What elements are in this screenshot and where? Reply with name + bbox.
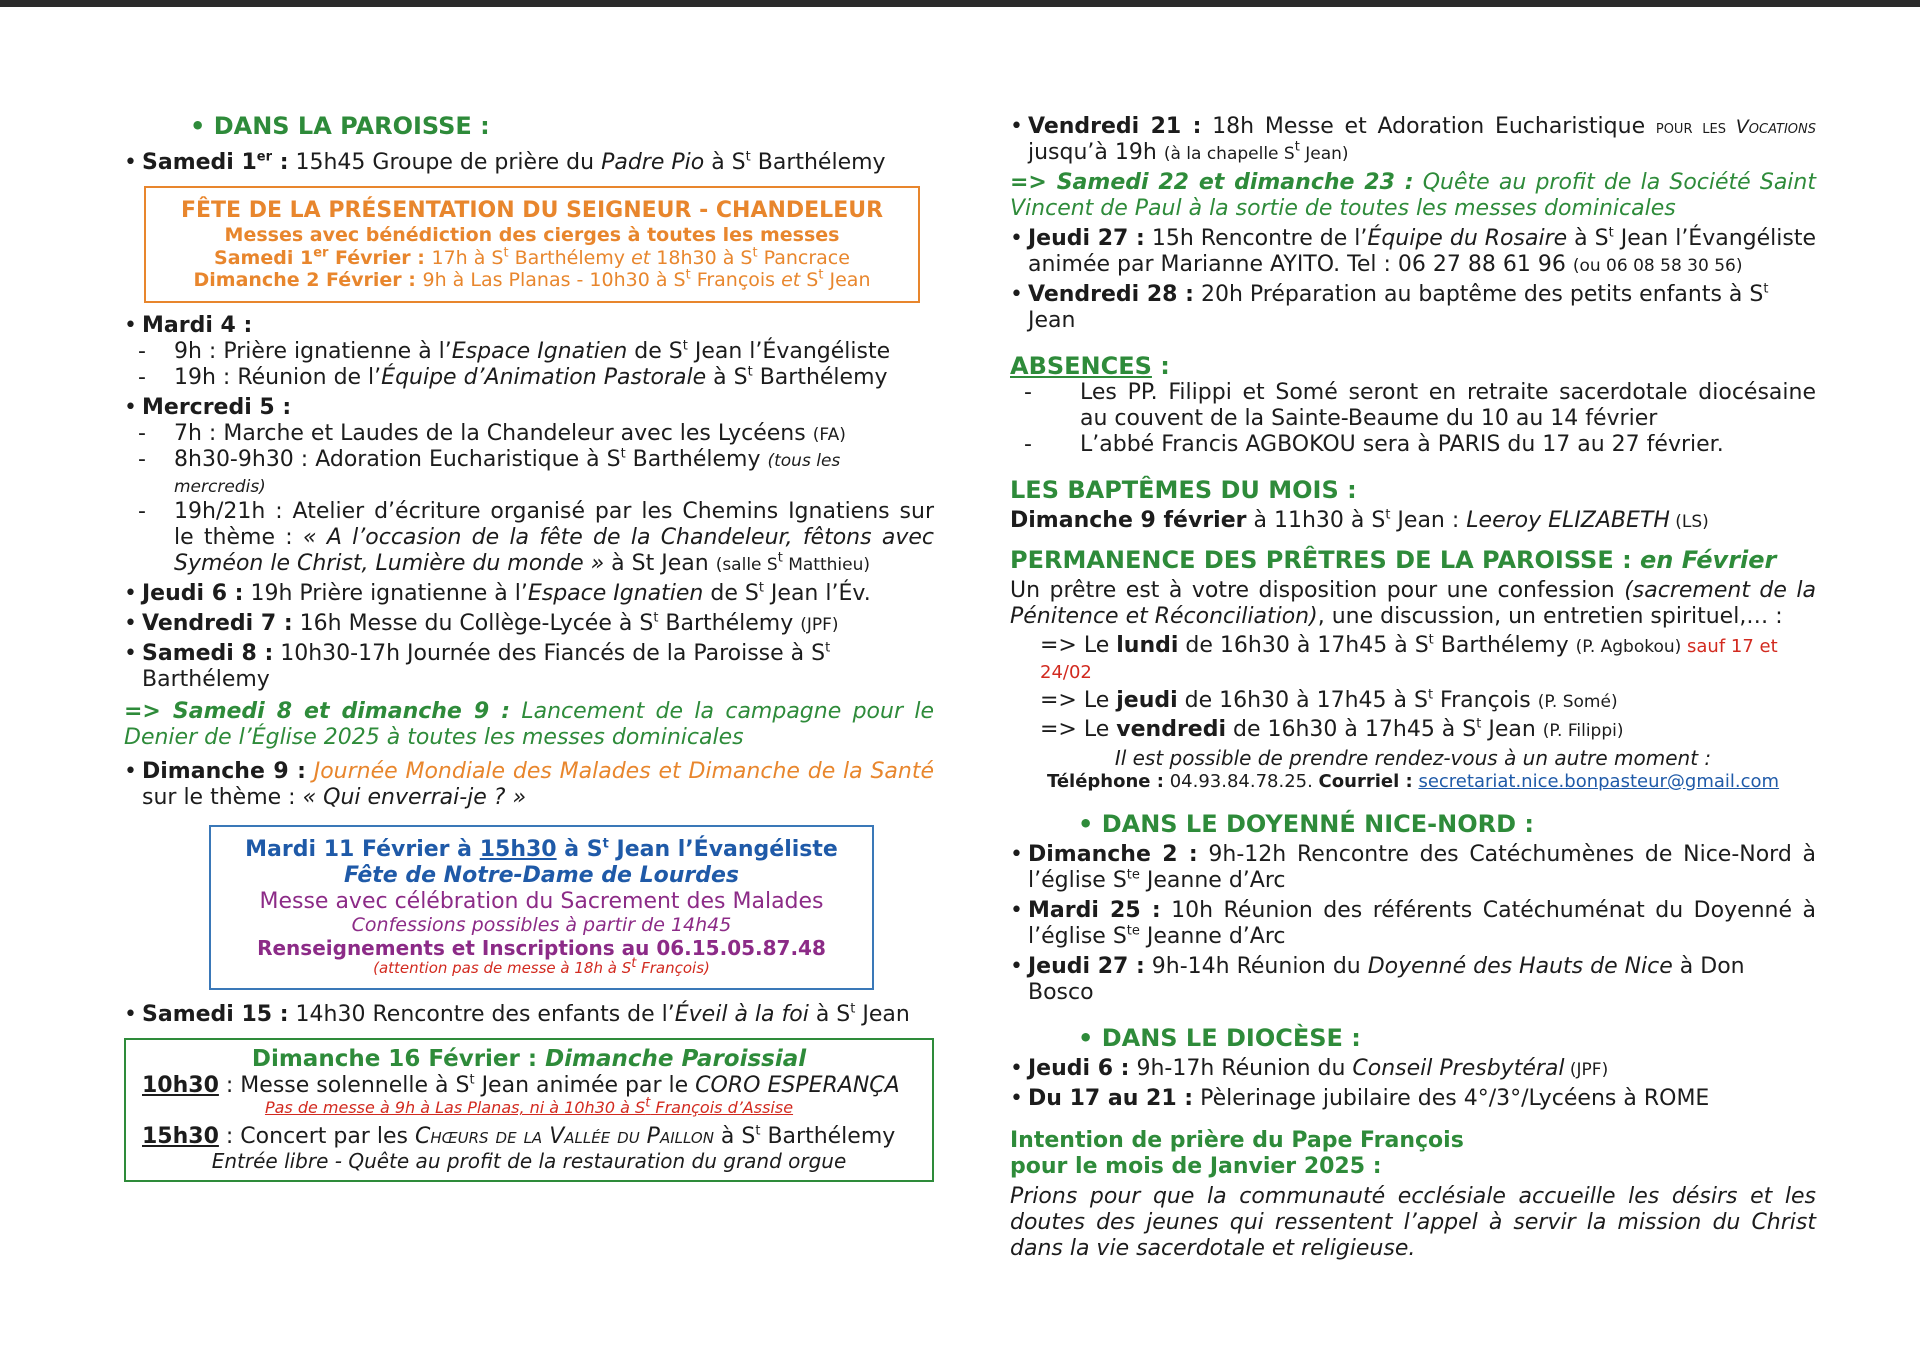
denier-announcement: => Samedi 8 et dimanche 9 : Lancement de la campagne pour le Denier de l’Église 2025 à toutes les messes dominicales	[124, 698, 935, 750]
list-item-diocese-1: • Jeudi 6 : 9h-17h Réunion du Conseil Presbytéral (JPF)	[1010, 1056, 1816, 1082]
left-column	[124, 112, 934, 1192]
absence-line-1: - Les PP. Filippi et Somé seront en retraite sacerdotale diocésaine au couvent de la Sainte-Beaume du 10 au 14 février	[1010, 380, 1816, 432]
lourdes-messe: Messe avec célébration du Sacrement des Malades	[259, 888, 824, 914]
intention-subtitle: pour le mois de Janvier 2025 :	[1010, 1154, 1382, 1180]
email-link[interactable]: secretariat.nice.bonpasteur@gmail.com	[1418, 770, 1780, 792]
right-column	[1010, 114, 1816, 1262]
permanence-title: PERMANENCE DES PRÊTRES DE LA PAROISSE : en Février	[1010, 546, 1777, 575]
paroisse-title: • DANS LA PAROISSE :	[190, 112, 490, 140]
list-item-samedi-15: • Samedi 15 : 14h30 Rencontre des enfants de l’Éveil à la foi à $S^t$ Jean	[124, 1002, 934, 1028]
list-item-dimanche-9: • Dimanche 9 : Journée Mondiale des Malades et Dimanche de la Santé sur le thème : « Qui enverrai-je ? »	[124, 759, 934, 811]
permanence-lundi: => Le lundi de 16h30 à 17h45 à $S^t$ Barthélemy (P. Agbokou) sauf 17 et 24/02	[1040, 632, 1778, 684]
dimanche-16-entree: Entrée libre - Quête au profit de la restauration du grand orgue	[211, 1149, 847, 1173]
list-item-mercredi-5: • Mercredi 5 :	[124, 395, 934, 421]
lourdes-attention: (attention pas de messe à 18h à $S^t$ François)	[373, 956, 710, 978]
dimanche-16-messe: 10h30 : Messe solennelle à $S^t$ Jean animée par le CORO ESPERANÇA	[142, 1072, 900, 1099]
dimanche-16-concert: 15h30 : Concert par les Chœurs de la Vallée du Paillon à $S^t$ Barthélemy	[142, 1123, 896, 1150]
lourdes-confessions: Confessions possibles à partir de 14h45	[351, 914, 732, 937]
lourdes-fete: Fête de Notre-Dame de Lourdes	[344, 862, 739, 888]
lourdes-box	[209, 825, 874, 991]
chandeleur-box	[144, 186, 920, 303]
chandeleur-dimanche: Dimanche 2 Février : 9h à Las Planas - 10h30 à $S^t$ François et $S^t$ Jean	[193, 267, 871, 292]
absences-title: ABSENCES :	[1010, 351, 1170, 380]
list-item-vendredi-21: • Vendredi 21 : 18h Messe et Adoration Eucharistique pour les Vocations jusqu’à 19h (à la chapelle $S^t$ Jean)	[1010, 114, 1816, 166]
intention-title: Intention de prière du Pape François	[1010, 1128, 1464, 1154]
dimanche-16-title: Dimanche 16 Février : Dimanche Paroissial	[251, 1046, 807, 1073]
list-item-doyenne-2: • Mardi 25 : 10h Réunion des référents Catéchuménat du Doyenné à l’église $S^{te}$ Jeanne d’Arc	[1010, 898, 1816, 950]
permanence-contact: Téléphone : 04.93.84.78.25. Courriel : secretariat.nice.bonpasteur@gmail.com	[1046, 770, 1780, 792]
lourdes-inscriptions: Renseignements et Inscriptions au 06.15.05.87.48	[257, 935, 826, 960]
list-item-doyenne-1: • Dimanche 2 : 9h-12h Rencontre des Catéchumènes de Nice-Nord à l’église $S^{te}$ Jeanne d’Arc	[1010, 842, 1816, 894]
list-item-samedi-1: • Samedi 1er : 15h45 Groupe de prière du Padre Pio à $S^t$ Barthélemy	[124, 150, 934, 176]
mardi-4-line-1: - 9h : Prière ignatienne à l’Espace Ignatien de $S^t$ Jean l’Évangéliste	[124, 339, 934, 365]
list-item-jeudi-6: • Jeudi 6 : 19h Prière ignatienne à l’Espace Ignatien de $S^t$ Jean l’Év.	[124, 581, 934, 607]
permanence-rdv: Il est possible de prendre rendez-vous à un autre moment :	[1114, 746, 1712, 771]
permanence-jeudi: => Le jeudi de 16h30 à 17h45 à $S^t$ François (P. Somé)	[1040, 687, 1618, 714]
baptemes-title: LES BAPTÊMES DU MOIS :	[1010, 475, 1357, 504]
permanence-intro: Un prêtre est à votre disposition pour une confession (sacrement de la Pénitence et Réconciliation), une discussion, un entretien spirituel,… :	[1010, 578, 1816, 630]
mardi-4-line-2: - 19h : Réunion de l’Équipe d’Animation Pastorale à $S^t$ Barthélemy	[124, 365, 934, 391]
lourdes-date: Mardi 11 Février à 15h30 à $S^t$ Jean l’Évangéliste	[245, 836, 838, 862]
top-border	[0, 0, 1920, 7]
dimanche-16-box	[124, 1038, 934, 1182]
chandeleur-title: FÊTE DE LA PRÉSENTATION DU SEIGNEUR - CHANDELEUR	[180, 198, 884, 224]
absence-line-2: - L’abbé Francis AGBOKOU sera à PARIS du 17 au 27 février.	[1010, 432, 1816, 458]
chandeleur-line: Messes avec bénédiction des cierges à toutes les messes	[224, 224, 840, 247]
list-item-vendredi-7: • Vendredi 7 : 16h Messe du Collège-Lycée à $S^t$ Barthélemy (JPF)	[124, 611, 934, 637]
diocese-title: • DANS LE DIOCÈSE :	[1078, 1023, 1361, 1052]
list-item-mardi-4: • Mardi 4 :	[124, 313, 934, 339]
list-item-samedi-8: • Samedi 8 : 10h30-17h Journée des Fiancés de la Paroisse à $S^t$ Barthélemy	[124, 641, 934, 693]
list-item-jeudi-27: • Jeudi 27 : 15h Rencontre de l’Équipe du Rosaire à $S^t$ Jean l’Évangéliste animée par Marianne AYITO. Tel : 06 27 88 61 96 (ou 06 08 58 30 56)	[1010, 226, 1816, 278]
mercredi-5-line-3: - 19h/21h : Atelier d’écriture organisé par les Chemins Ignatiens sur le thème : « A l’occasion de la fête de la Chandeleur, fêtons avec Syméon le Christ, Lumière du monde » à St Jean (salle $S^t$ Matthieu)	[124, 499, 934, 577]
bapteme-entry: Dimanche 9 février à 11h30 à $S^t$ Jean : Leeroy ELIZABETH (LS)	[1010, 507, 1709, 534]
doyenne-title: • DANS LE DOYENNÉ NICE-NORD :	[1078, 809, 1534, 838]
list-item-vendredi-28: • Vendredi 28 : 20h Préparation au baptême des petits enfants à $S^t$ Jean	[1010, 282, 1816, 334]
list-item-doyenne-3: • Jeudi 27 : 9h-14h Réunion du Doyenné des Hauts de Nice à Don Bosco	[1010, 954, 1816, 1006]
permanence-vendredi: => Le vendredi de 16h30 à 17h45 à $S^t$ Jean (P. Filippi)	[1040, 716, 1624, 743]
mercredi-5-line-1: - 7h : Marche et Laudes de la Chandeleur avec les Lycéens (FA)	[124, 421, 934, 447]
intention-text: Prions pour que la communauté ecclésiale accueille les désirs et les doutes des jeunes qui ressentent l’appel à servir la mission du Christ dans la vie sacerdotale et religieuse.	[1010, 1184, 1816, 1261]
mercredi-5-line-2: - 8h30-9h30 : Adoration Eucharistique à $S^t$ Barthélemy (tous les mercredis)	[124, 447, 934, 499]
quete-announcement: => Samedi 22 et dimanche 23 : Quête au profit de la Société Saint Vincent de Paul à la sortie de toutes les messes dominicales	[1010, 169, 1816, 221]
dimanche-16-pas-de-messe: Pas de messe à 9h à Las Planas, ni à 10h30 à $S^t$ François d’Assise	[264, 1095, 794, 1118]
chandeleur-samedi: Samedi 1er Février : 17h à $S^t$ Barthélemy et 18h30 à $S^t$ Pancrace	[214, 245, 850, 269]
list-item-diocese-2: • Du 17 au 21 : Pèlerinage jubilaire des 4°/3°/Lycéens à ROME	[1010, 1086, 1816, 1112]
